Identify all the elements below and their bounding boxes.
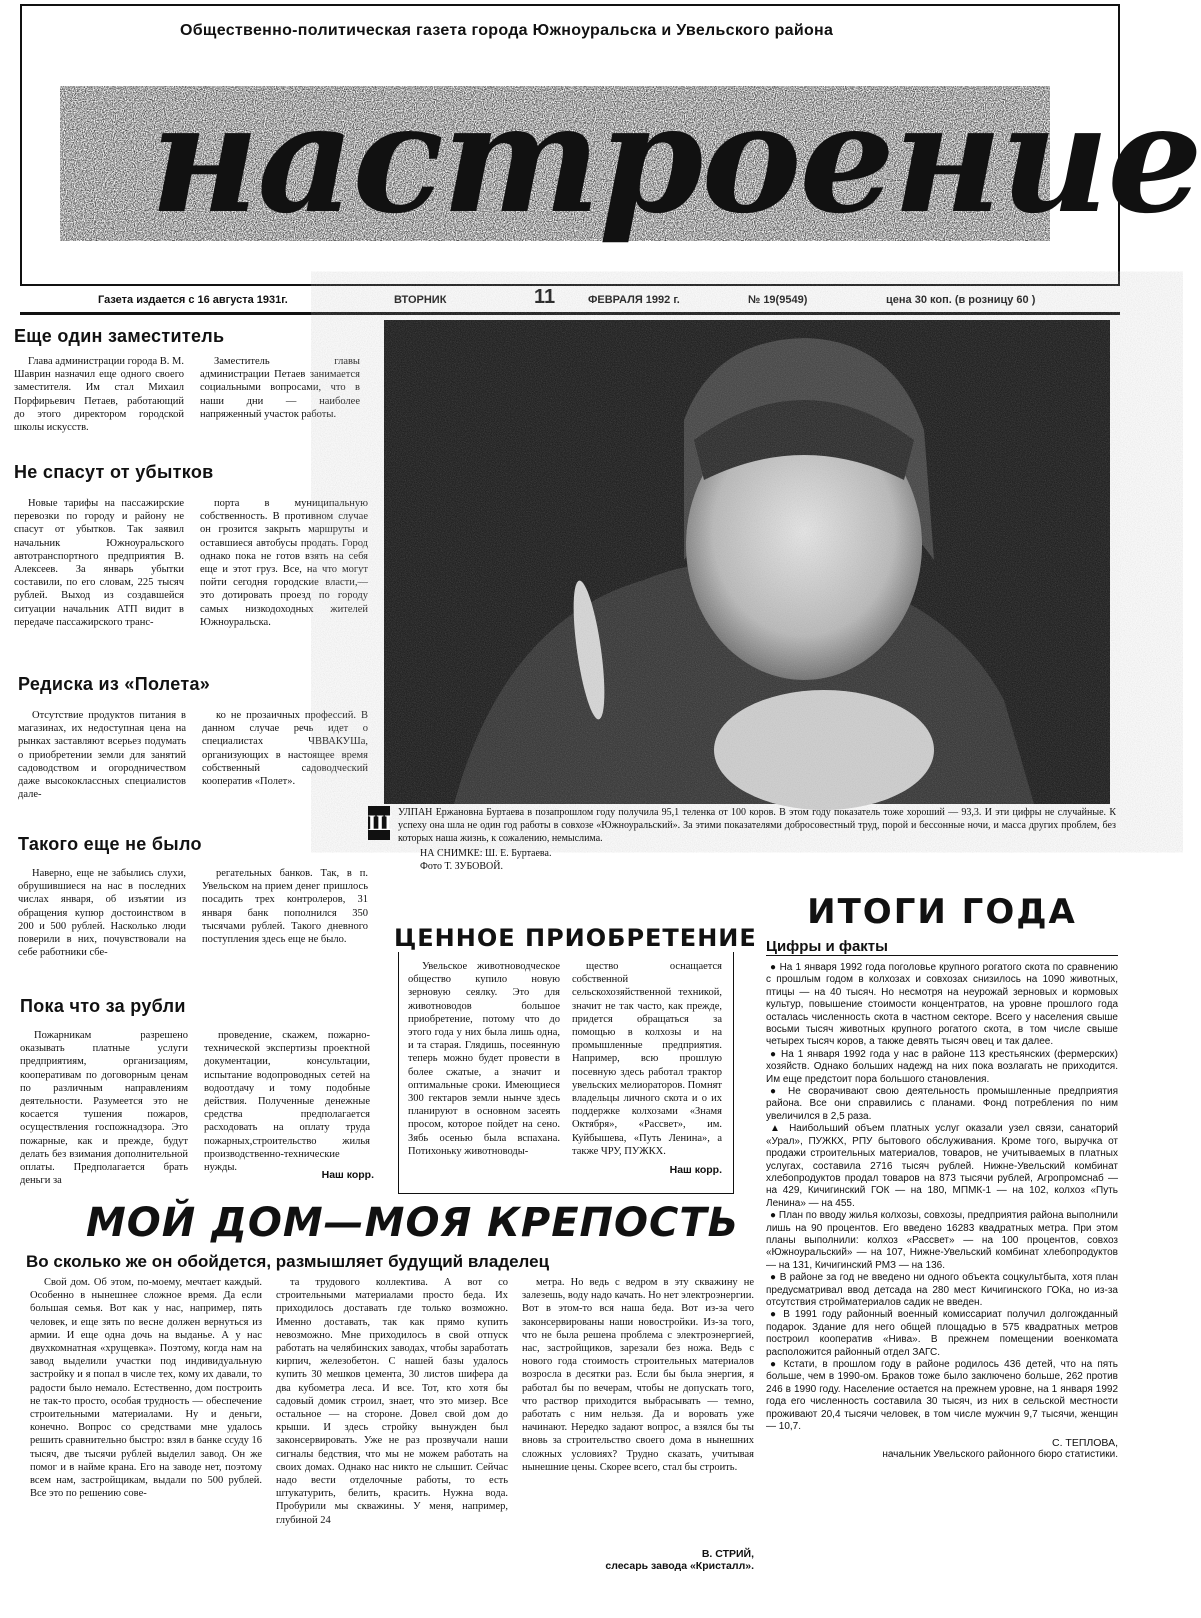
article-title: Такого еще не было [18, 834, 202, 854]
fact-item: ● На 1 января 1992 года поголовье крупного рогатого скота по сравнению с прошлым годом в колхозах и совхозах снизилось на 1090 животных, птицы — на 40 тысяч. Но несмотря на неурожай зерновых и кормовых культур, повышение стоимости концентратов, на уровне прошлого года осталась численность скота в частном секторе. Всего у населения свыше восьми тысяч животных крупного рогатого скота, в том числе свыше четырех тысяч коров, а также девять тысяч овец и так далее. [766, 962, 1118, 1048]
article-text: проведение, скажем, пожарно-технической экспертизы проектной документации, консультации, испытание водопроводных сетей на водоотдачу и тому подобные действия. Полученные денежные средства предполагается расходовать на оплату труда пожарных,строительство жилья производственно-технические нужды. [204, 1030, 370, 1174]
article-title: ИТОГИ ГОДА [807, 892, 1077, 932]
fact-item: ● План по вводу жилья колхозы, совхозы, предприятия района выполнили лишь на 90 процентов. Его введено 16283 квадратных метра. При этом планы выполнили: колхоз «Рассвет» — на 100 процентов, совхоз «Южноуральский» — на 107, Нижне-Увельский комбинат хлебопродуктов — на 131, Кичигинский РМЗ — на 136. [766, 1210, 1118, 1271]
article-text: Новые тарифы на пассажирские перевозки по городу и району не спасут от убытков. Так заявил начальник Южноуральского автотранспортного предприятия В. Алексеев. За январь убытки составили, по его словам, 225 тысяч рублей. Выход из создавшейся ситуации начальник АТП видит в передаче пассажирского транс- [14, 498, 184, 628]
article-text: Увельское животноводческое общество купило новую зерновую сеялку. Это для животноводов большое приобретение, потому что до этого года у них была лишь одна, и та старая. Глядишь, посеянную теперь можно будет провести в более сжатые, а значит и оптимальные сроки. Имеющиеся 300 гектаров земли нынче здесь планируют в основном засеять просом, которое пойдет на сено. Зябь осенью была вспахана. Потихоньку животноводы- [408, 961, 560, 1157]
article-acquisition [394, 924, 757, 1196]
article-text: порта в муниципальную собственность. В противном случае он грозится закрыть маршруты и оставшиеся автобусы продать. Город однако пока не готов взять на себя еще и этот груз. Все, на что могут пойти сегодня городские власти,— это дотировать проезд по городу самых низкодоходных жителей Южноуральска. [200, 498, 368, 628]
price: цена 30 коп. (в розницу 60 ) [886, 294, 1036, 306]
weekday: ВТОРНИК [394, 294, 447, 306]
article-text: та трудового коллектива. А вот со строительными материалами просто беда. Их приходилось доставать где только возможно. Именно доставать, так как прямо купить невозможно. Мне приходилось в свой отпуск работать на челябинских заводах, чтобы заработать кирпич, железобетон. С нашей базы удалось купить 30 мешков цемента, 30 листов шифера да два кубометра леса. И все. Тот, кто хотя бы садовый домик строил, знает, что это мизер. Все остальное — на стороне. Довел свой дом до крыши. И здесь стройку вынужден был законсервировать. Уже не раз прозвучали наши сигналы бедствия, что мы не можем работать на своих домах. Однако нас никто не слышит. Сейчас надо вести отделочные работы, то есть штукатурить, белить, красить. Нужна вода. Пробурили мы скважины. У меня, например, глубиной 24 [276, 1277, 508, 1526]
fact-item: ● Кстати, в прошлом году в районе родилось 436 детей, что на пять больше, чем в 1990-ом. Браков тоже было заключено больше, 262 против 246 в 1990 году. Население остается на прежнем уровне, на 1 января 1992 года его численность составила 30 тысяч, из них в сельской местности проживают 20,4 тысячи человек, в том числе мужчин 9,7 тысячи, женщин — 10,7. [766, 1359, 1118, 1433]
article-title: ЦЕННОЕ ПРИОБРЕТЕНИЕ [394, 924, 763, 952]
fact-item: ● На 1 января 1992 года у нас в районе 113 крестьянских (фермерских) хозяйств. Однако больших надежд на них пока возлагать не приходится. Им еще предстоит пора большого становления. [766, 1048, 1118, 1085]
photo-caption [368, 806, 1116, 873]
article-title: Пока что за рубли [20, 996, 186, 1016]
article-title: Не спасут от убытков [14, 462, 214, 482]
fact-item: ● В районе за год не введено ни одного объекта соцкультбыта, хотя план предусматривал ввод детсада на 280 мест Кичигинского ГОКа, но из-за отсутствия стройматериалов садик не введен. [766, 1272, 1118, 1308]
fact-item: ● В 1991 году районный военный комиссариат получил долгожданный подарок. Здание для него общей площадью в 575 квадратных метров построил кооператив «Нива». В прежнем помещении военкомата расположится районный отдел ЗАГС. [766, 1309, 1118, 1358]
founded-date: Газета издается с 16 августа 1931г. [98, 294, 288, 306]
article-signature: Наш корр. [321, 1169, 374, 1181]
article-text: Глава администрации города В. М. Шаврин назначил еще одного своего заместителя. Им стал Михаил Порфирьевич Петаев, работающий до этого директором городской школы искусств. [14, 356, 184, 434]
article-text: регательных банков. Так, в п. Увельском на прием денег пришлось посадить трех контролеров, 31 января банк пополнился 350 тысячами рублей. Такого дневного поступления здесь еще не было. [202, 868, 368, 946]
article-radish [18, 674, 374, 817]
article-text: Отсутствие продуктов питания в магазинах, их недоступная цена на рынках заставляют всерьез подумать о приобретении земли для занятий садоводством и огородничеством даже высококлассных специалистов дале- [18, 710, 186, 801]
article-title: Редиска из «Полета» [18, 674, 211, 694]
article-text: метра. Но ведь с ведром в эту скважину не залезешь, воду надо качать. Но нет электроэнергии. Вот в этом-то вся наша беда. Вот из-за чего законсервированы наши новостройки. Из-за того, что не была решена проблема с электроэнергией, нас, застройщиков, зарезали без ножа. Ведь с нового года стоимость строительных материалов возросла в десятки раз. Если бы была энергия, я работал бы по вечерам, чтобы не допускать того, что раствор приходится выбрасывать — темно, работать с ним нельзя. Да и воровать уже начинают. Нередко задают вопрос, а взялся бы ты вновь за строительство своего дома в нынешних сложных условиях? Трудно сказать, учитывая нынешние цены. Скорее всего, стал бы строить. [522, 1277, 754, 1473]
article-text: щество оснащается собственной сельскохозяйственной техникой, значит не так часто, как прежде, придется обращаться за помощью в колхозы и на промышленные предприятия. Например, всю прошлую посевную здесь работал трактор увельских мелиораторов. Помнят владельцы личного скота и о их поддержке колхозами «Знамя Октября», «Рассвет», им. Куйбышева, «Путь Ленина», а также ЧРУ, ПУЖКХ. [572, 961, 722, 1157]
article-house-title: МОЙ ДОМ—МОЯ КРЕПОСТЬ [86, 1200, 740, 1246]
fact-item: ▲ Наибольший объем платных услуг оказали узел связи, санаторий «Урал», ПУЖКХ, РПУ бытового обслуживания. Кроме того, выручка от продажи строительных материалов, товаров, не учитываемых в платных услугах, составила 2716 тысяч рублей. Нижне-Увельский комбинат хлебопродуктов продал товаров на 873 тысячи рублей, Агропромснаб — на 429, Кичигинский ГОК — на 180, МПМК-1 — на 102, колхоз «Путь Ленина» — на 455. [766, 1123, 1118, 1209]
article-text: Пожарникам разрешено оказывать платные услуги предприятиям, организациям, кооперативам по договорным ценам по различным направлениям деятельности. Разумеется это не косается тушения пожаров, осуществления госпожнадзора. Это пожарные, как и прежде, будут делать без взимания дополнительной оплаты. Предполагается брать деньги за [20, 1030, 188, 1187]
article-text: Заместитель главы администрации Петаев занимается социальными вопросами, что в наши дни — наиболее напряженный участок работы. [200, 356, 360, 420]
article-fees [20, 996, 374, 1187]
dateline [20, 286, 1120, 315]
article-text: Наверно, еще не забылись слухи, обрушившиеся на нас в последних числах января, об изъятии из обращения купюр достоинством в 200 и 500 рублей. Насколько люди поверили в них, почувствовали на себе работники сбе- [18, 868, 186, 959]
masthead-tagline: Общественно-политическая газета города Южноуральска и Увельского района [180, 22, 834, 39]
month-year: ФЕВРАЛЯ 1992 г. [588, 294, 680, 306]
article-deputy [14, 326, 374, 451]
photo-credit: Фото Т. ЗУБОВОЙ. [420, 861, 503, 872]
article-losses [14, 462, 374, 657]
article-title: Еще один заместитель [14, 326, 225, 346]
article-signature: Наш корр. [669, 1164, 722, 1176]
article-text: ко не прозаичных профессий. В данном случае речь идет о специалистах ЧВВАКУШа, организующих в настоящее время собственный садоводческий кооператив «Полет». [202, 710, 368, 788]
caption-text: УЛПАН Ержановна Буртаева в позапрошлом году получила 95,1 теленка от 100 коров. В этом году показатель тоже хороший — 93,3. И эти цифры не случайные. К успеху она шла не один год работы в совхозе «Южноуральский». За этими показателями добросовестный труд, порой и бессонные ночи, и масса других проблем, без которых наша жизнь, к сожалению, немыслима. [398, 807, 1116, 844]
article-text: Свой дом. Об этом, по-моему, мечтает каждый. Особенно в нынешнее сложное время. Да если большая семья. Вот как у нас, например, пять человек, и еще зять по весне должен вернуться из армии. И еще одна дочь на выданье. А у нас двухкомнатная «хрущевка». Поэтому, когда нам на завод выделили участки под индивидуальную застройку и я попал в числе тех, кому их давали, то радости было немало. Естественно, дом построить не так-то просто, особая трудность — обеспечение строительными материалами. Ну и деньги, конечно. Вопрос со средствами мне удалось решить сравнительно быстро: взял в банке ссуду 16 тысяч, две тысячи рублей выделил завод. Он же помог и в найме крана. Его на заводе нет, поэтому всем нам, застройщикам, выдали по 500 рублей. Все это по решению сове- [30, 1277, 262, 1500]
caption-on-photo: НА СНИМКЕ: Ш. Е. Буртаева. [420, 848, 552, 859]
article-signature-role: начальник Увельского районного бюро статистики. [882, 1449, 1118, 1461]
fact-item: ● Не сворачивают свою деятельность промышленные предприятия района. Все они справились с планами. Фонд потребления по ним увеличился в 2,5 раза. [766, 1086, 1118, 1122]
article-results [766, 892, 1118, 1612]
article-house-subtitle: Во сколько же он обойдется, размышляет будущий владелец [26, 1252, 550, 1271]
article-signature-role: слесарь завода «Кристалл». [605, 1560, 754, 1572]
newspaper-logo: настроение [150, 71, 1201, 247]
issue-number: № 19(9549) [748, 294, 808, 306]
article-subtitle: Цифры и факты [766, 938, 1118, 956]
article-never [18, 834, 374, 975]
portrait-photo [384, 320, 1110, 804]
article-signature: В. СТРИЙ, [701, 1548, 754, 1560]
caption-dropcap: Ш [368, 806, 390, 840]
article-body [766, 962, 1118, 1433]
article-house-body [30, 1276, 754, 1608]
article-signature: С. ТЕПЛОВА, [1051, 1437, 1118, 1450]
day-number: 11 [534, 286, 556, 308]
